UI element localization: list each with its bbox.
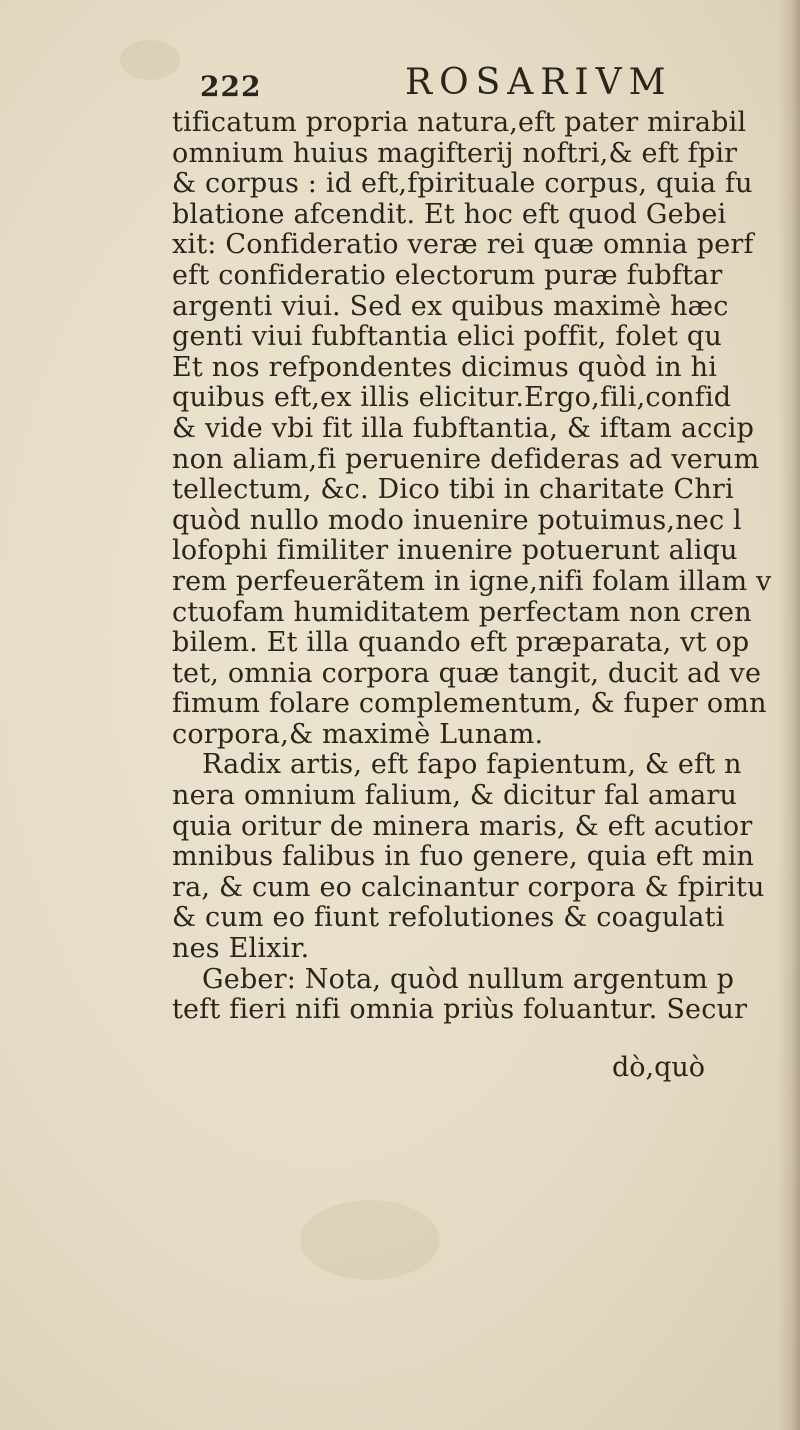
- text-line: & corpus : id eft,fpirituale corpus, quia fu: [172, 169, 753, 200]
- text-line: eft confideratio electorum puræ fubftar: [172, 260, 723, 291]
- text-line: omnium huius magifterij noftri,& eft fpir: [172, 138, 738, 169]
- text-line: non aliam,fi peruenire defideras ad verum: [172, 444, 760, 475]
- text-line: genti viui fubftantia elici poffit, folet qu: [172, 322, 722, 353]
- running-title: ROSARIVM: [405, 62, 673, 103]
- text-line: & cum eo fiunt refolutiones & coagulati: [172, 903, 725, 934]
- page-number: 222: [200, 70, 262, 103]
- text-line: teft fieri nifi omnia priùs foluantur. Secur: [172, 995, 748, 1026]
- text-line: nera omnium falium, & dicitur fal amaru: [172, 781, 738, 812]
- text-line: xit: Confideratio veræ rei quæ omnia perf: [172, 230, 754, 261]
- text-line: fimum folare complementum, & fuper omn: [172, 689, 767, 720]
- text-line: & vide vbi fit illa fubftantia, & iftam accip: [172, 413, 755, 444]
- text-line: ctuofam humiditatem perfectam non cren: [172, 597, 752, 628]
- catchword: dò,quò: [612, 1052, 706, 1083]
- text-line: tificatum propria natura,eft pater mirabil: [172, 108, 747, 138]
- paper-stain: [300, 1200, 440, 1280]
- text-line: nes Elixir.: [172, 934, 310, 965]
- text-line: argenti viui. Sed ex quibus maximè hæc: [172, 291, 729, 322]
- text-line: mnibus falibus in fuo genere, quia eft min: [172, 842, 755, 873]
- text-line: blatione afcendit. Et hoc eft quod Gebei: [172, 199, 727, 230]
- paragraph-start-line: Radix artis, eft fapo fapientum, & eft n: [202, 750, 742, 781]
- body-text: [172, 108, 792, 1026]
- text-line: quia oritur de minera maris, & eft acutior: [172, 811, 753, 842]
- text-line: quibus eft,ex illis elicitur.Ergo,fili,confid: [172, 383, 732, 414]
- text-line: bilem. Et illa quando eft præparata, vt op: [172, 628, 750, 659]
- page-header: [200, 62, 700, 110]
- text-line: corpora,& maximè Lunam.: [172, 719, 544, 750]
- text-line: quòd nullo modo inuenire potuimus,nec l: [172, 505, 742, 536]
- text-line: ra, & cum eo calcinantur corpora & fpiritu: [172, 872, 765, 903]
- paragraph-start-line: Geber: Nota, quòd nullum argentum p: [202, 964, 735, 995]
- text-line: rem perfeuerãtem in igne,nifi folam illam v: [172, 566, 772, 597]
- paper-stain: [120, 40, 180, 80]
- text-line: tet, omnia corpora quæ tangit, ducit ad ve: [172, 658, 762, 689]
- text-line: Et nos refpondentes dicimus quòd in hi: [172, 352, 718, 383]
- text-line: lofophi fimiliter inuenire potuerunt aliqu: [172, 536, 738, 567]
- text-line: tellectum, &c. Dico tibi in charitate Chri: [172, 475, 734, 506]
